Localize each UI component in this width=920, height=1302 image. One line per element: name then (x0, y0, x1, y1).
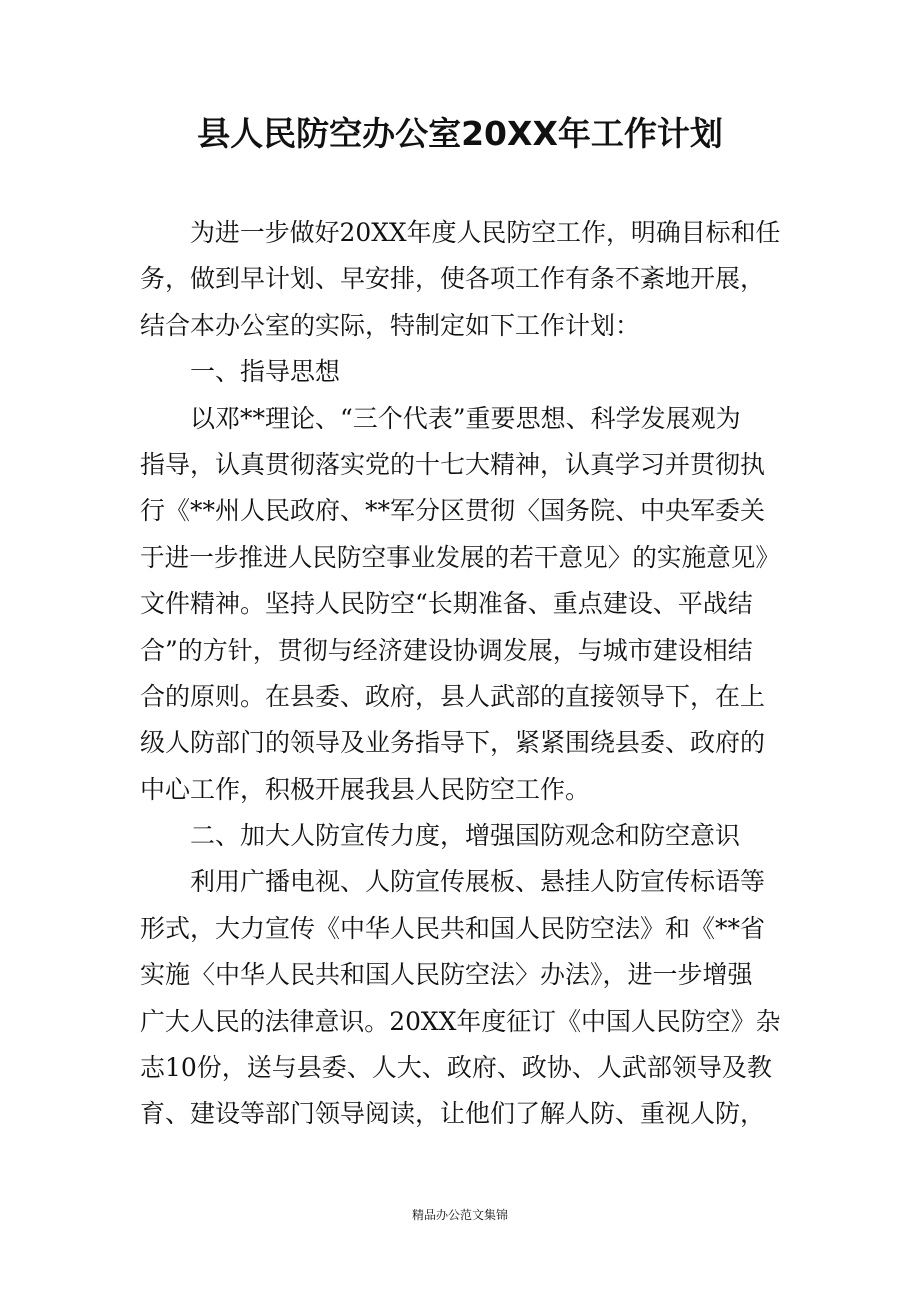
paragraph-line: 中心工作，积极开展我县人民防空工作。 (140, 774, 591, 804)
paragraph-line: 务，做到早计划、早安排，使各项工作有条不紊地开展， (140, 264, 766, 294)
paragraph-line: 指导，认真贯彻落实党的十七大精神，认真学习并贯彻执 (140, 449, 766, 479)
paragraph-line: 广大人民的法律意识。20XX年度征订《中国人民防空》杂 (140, 1006, 781, 1036)
paragraph-line: 为进一步做好20XX年度人民防空工作，明确目标和任 (190, 218, 781, 247)
paragraph-line: 合的原则。在县委、政府，县人武部的直接领导下，在上 (140, 681, 766, 711)
paragraph-line: 二、加大人防宣传力度，增强国防观念和防空意识 (190, 821, 741, 851)
page-footer: 精品办公范文集锦 (411, 1208, 508, 1222)
paragraph-line: 实施〈中华人民共和国人民防空法〉办法》，进一步增强 (140, 960, 753, 990)
paragraph-line: 合”的方针，贯彻与经济建设协调发展，与城市建设相结 (140, 635, 753, 665)
document-body (140, 210, 780, 1138)
paragraph-line: 行《**州人民政府、**军分区贯彻〈国务院、中央军委关 (140, 496, 766, 526)
paragraph-line: 利用广播电视、人防宣传展板、悬挂人防宣传标语等 (190, 867, 766, 897)
paragraph-line: 于进一步推进人民防空事业发展的若干意见〉的实施意见》 (140, 542, 781, 572)
paragraph-line: 以邓**理论、“三个代表”重要思想、科学发展观为 (190, 403, 741, 433)
paragraph-line: 一、指导思想 (190, 357, 341, 387)
paragraph-line: 育、建设等部门领导阅读，让他们了解人防、重视人防， (140, 1099, 766, 1129)
paragraph-line: 级人防部门的领导及业务指导下，紧紧围绕县委、政府的 (140, 728, 766, 758)
paragraph-line: 形式，大力宣传《中华人民共和国人民防空法》和《**省 (140, 913, 766, 943)
paragraph-line: 文件精神。坚持人民防空“长期准备、重点建设、平战结 (140, 589, 753, 619)
paragraph-line: 结合本办公室的实际，特制定如下工作计划： (140, 310, 641, 340)
paragraph-line: 志10份，送与县委、人大、政府、政协、人武部领导及教 (140, 1053, 772, 1083)
document-title: 县人民防空办公室20XX年工作计划 (197, 114, 723, 153)
